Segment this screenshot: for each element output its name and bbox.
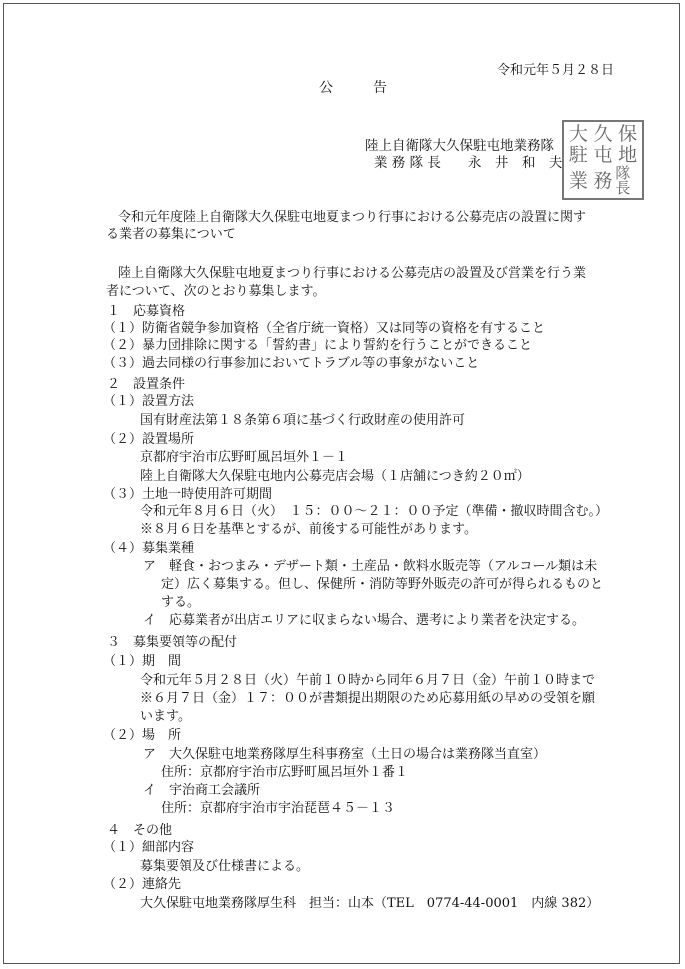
list-item-text: 令和元年８月６日（火） １５：００～２１：００予定（準備・撤収時間含む。） (140, 504, 609, 519)
list-item-text: ※６月７日（金）１７：００が書類提出期限のため応募用紙の早めの受領を願 (140, 691, 596, 706)
official-seal-stamp (562, 120, 644, 200)
list-item: （２）暴力団排除に関する「誓約書」により誓約を行うことができること (103, 338, 533, 353)
list-item-label: （２）連絡先 (103, 877, 182, 892)
intro-text: 陸上自衛隊大久保駐屯地夏まつり行事における公募売店の設置及び営業を行う業 (118, 266, 587, 281)
list-item-text: 京都府宇治市広野町風呂垣外１－１ (140, 450, 349, 465)
address-text: 住所：京都府宇治市広野町風呂垣外１番１ (161, 765, 409, 780)
subject-line: 令和元年度陸上自衛隊大久保駐屯地夏まつり行事における公募売店の設置に関す (118, 210, 587, 225)
date: 令和元年５月２８日 (497, 63, 615, 78)
list-item-text: 国有財産法第１８条第６項に基づく行政財産の使用許可 (140, 413, 466, 428)
section-heading: ４ その他 (107, 823, 173, 838)
list-item-text: ※８月６日を基準とするが、前後する可能性があります。 (140, 522, 477, 537)
list-item-text: ア 軽食・おつまみ・デザート類・土産品・飲料水販売等（アルコール類は未 (143, 559, 598, 574)
list-item-label: （２）場 所 (103, 728, 182, 743)
contact-text: 大久保駐屯地業務隊厚生科 担当：山本（TEL 0774-44-0001 内線 382） (140, 896, 600, 911)
list-item-label: （４）募集業種 (103, 541, 195, 556)
list-item-text: 陸上自衛隊大久保駐屯地内公募売店会場（１店舗につき約２０㎡） (140, 469, 530, 484)
list-item-label: （２）設置場所 (103, 432, 195, 447)
list-item-label: （１）設置方法 (103, 394, 195, 409)
list-item-label: （３）土地一時使用許可期間 (103, 487, 273, 502)
subject-line: る業者の募集について (106, 227, 236, 242)
stamp-char: 隊長 (615, 164, 631, 197)
list-item-label: （１）期 間 (103, 654, 182, 669)
section-heading: １ 応募資格 (107, 304, 186, 319)
list-item: （１）防衛省競争参加資格（全省庁統一資格）又は同等の資格を有すること (103, 321, 546, 336)
stamp-char: 大 (568, 123, 588, 145)
address-text: 住所：京都府宇治市宇治琵琶４５－１３ (161, 801, 396, 816)
stamp-char: 地 (618, 144, 638, 166)
sender-organization: 陸上自衛隊大久保駐屯地業務隊 (365, 138, 554, 154)
list-item-text: イ 応募業者が出店エリアに収まらない場合、選考により業者を決定する。 (143, 613, 586, 628)
list-item-text: する。 (161, 595, 201, 610)
sender-official: 業 務 隊 長 永 井 和 夫 (374, 155, 563, 171)
stamp-char: 久 (593, 123, 613, 145)
stamp-char: 屯 (593, 144, 613, 166)
stamp-char: 保 (618, 123, 638, 145)
section-heading: ３ 募集要領等の配付 (107, 635, 238, 650)
stamp-char: 業 (568, 169, 588, 192)
list-item-text: 令和元年５月２８日（火）午前１０時から同年６月７日（金）午前１０時まで (140, 673, 596, 688)
stamp-char: 務 (593, 169, 613, 192)
list-item-text: イ 宇治商工会議所 (143, 783, 261, 798)
list-item-text: ア 大久保駐屯地業務隊厚生科事務室（土日の場合は業務隊当直室） (143, 747, 547, 762)
list-item-text: 募集要領及び仕様書による。 (140, 859, 310, 874)
intro-text: 者について、次のとおり募集します。 (106, 284, 326, 299)
document-title: 公 告 (319, 80, 391, 96)
list-item-label: （１）細部内容 (103, 840, 195, 855)
stamp-char: 駐 (568, 144, 588, 166)
list-item: （３）過去同様の行事参加においてトラブル等の事象がないこと (103, 356, 480, 371)
list-item-text: います。 (140, 709, 191, 724)
list-item-text: 定）広く募集する。但し、保健所・消防等野外販売の許可が得られるものと (161, 577, 604, 592)
section-heading: ２ 設置条件 (107, 377, 186, 392)
